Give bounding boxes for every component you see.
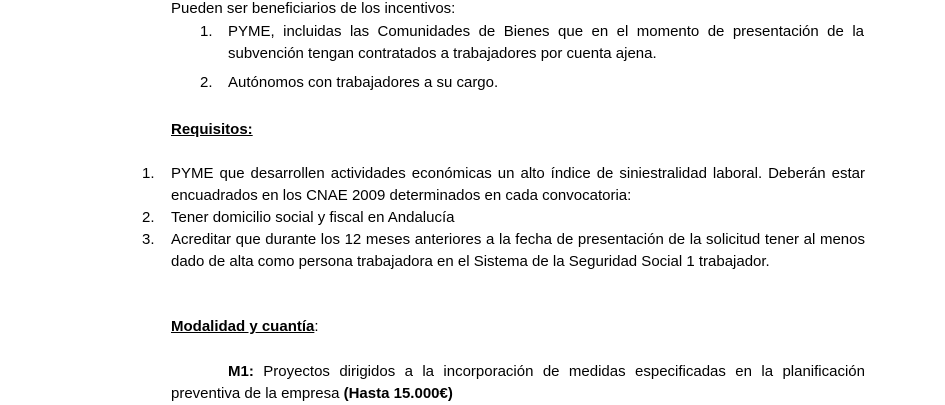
requisito-item (171, 163, 865, 207)
modalidad-heading-line (171, 317, 319, 337)
beneficiary-text: Autónomos con trabajadores a su cargo. (228, 74, 499, 91)
m1-amount: (Hasta 15.000€) (343, 385, 453, 402)
requisito-number: 1. (142, 165, 155, 182)
beneficiary-text: PYME, incluidas las Comunidades de Bienes que en el momento de presentación de la subvención tengan contratados a trabajadores por cuenta ajena. (228, 23, 864, 62)
requisito-text: Tener domicilio social y fiscal en Andalucía (171, 209, 455, 226)
requisito-text: Acreditar que durante los 12 meses anteriores a la fecha de presentación de la solicitud tener al menos dado de alta como persona trabajadora en el Sistema de la Seguridad Social 1 trabajador. (171, 231, 865, 270)
modalidad-heading: Modalidad y cuantía (171, 318, 315, 335)
modalidad-colon: : (314, 318, 319, 335)
requisitos-heading: Requisitos: (171, 121, 253, 138)
m1-content (171, 361, 865, 405)
m1-text: Proyectos dirigidos a la incorporación de medidas especificadas en la planificación preventiva de la empresa (171, 363, 865, 402)
intro-text: Pueden ser beneficiarios de los incentivos: (171, 0, 456, 17)
beneficiary-number: 1. (200, 23, 213, 40)
beneficiary-item (228, 21, 864, 65)
m1-label: M1: (228, 363, 254, 380)
requisito-text: PYME que desarrollen actividades económicas un alto índice de siniestralidad laboral. Deberán estar encuadrados en los CNAE 2009 determinados en cada convocatoria: (171, 165, 865, 204)
requisito-number: 3. (142, 231, 155, 248)
requisito-number: 2. (142, 209, 155, 226)
requisito-item (171, 229, 865, 273)
beneficiary-number: 2. (200, 74, 213, 91)
m1-paragraph (171, 361, 865, 405)
